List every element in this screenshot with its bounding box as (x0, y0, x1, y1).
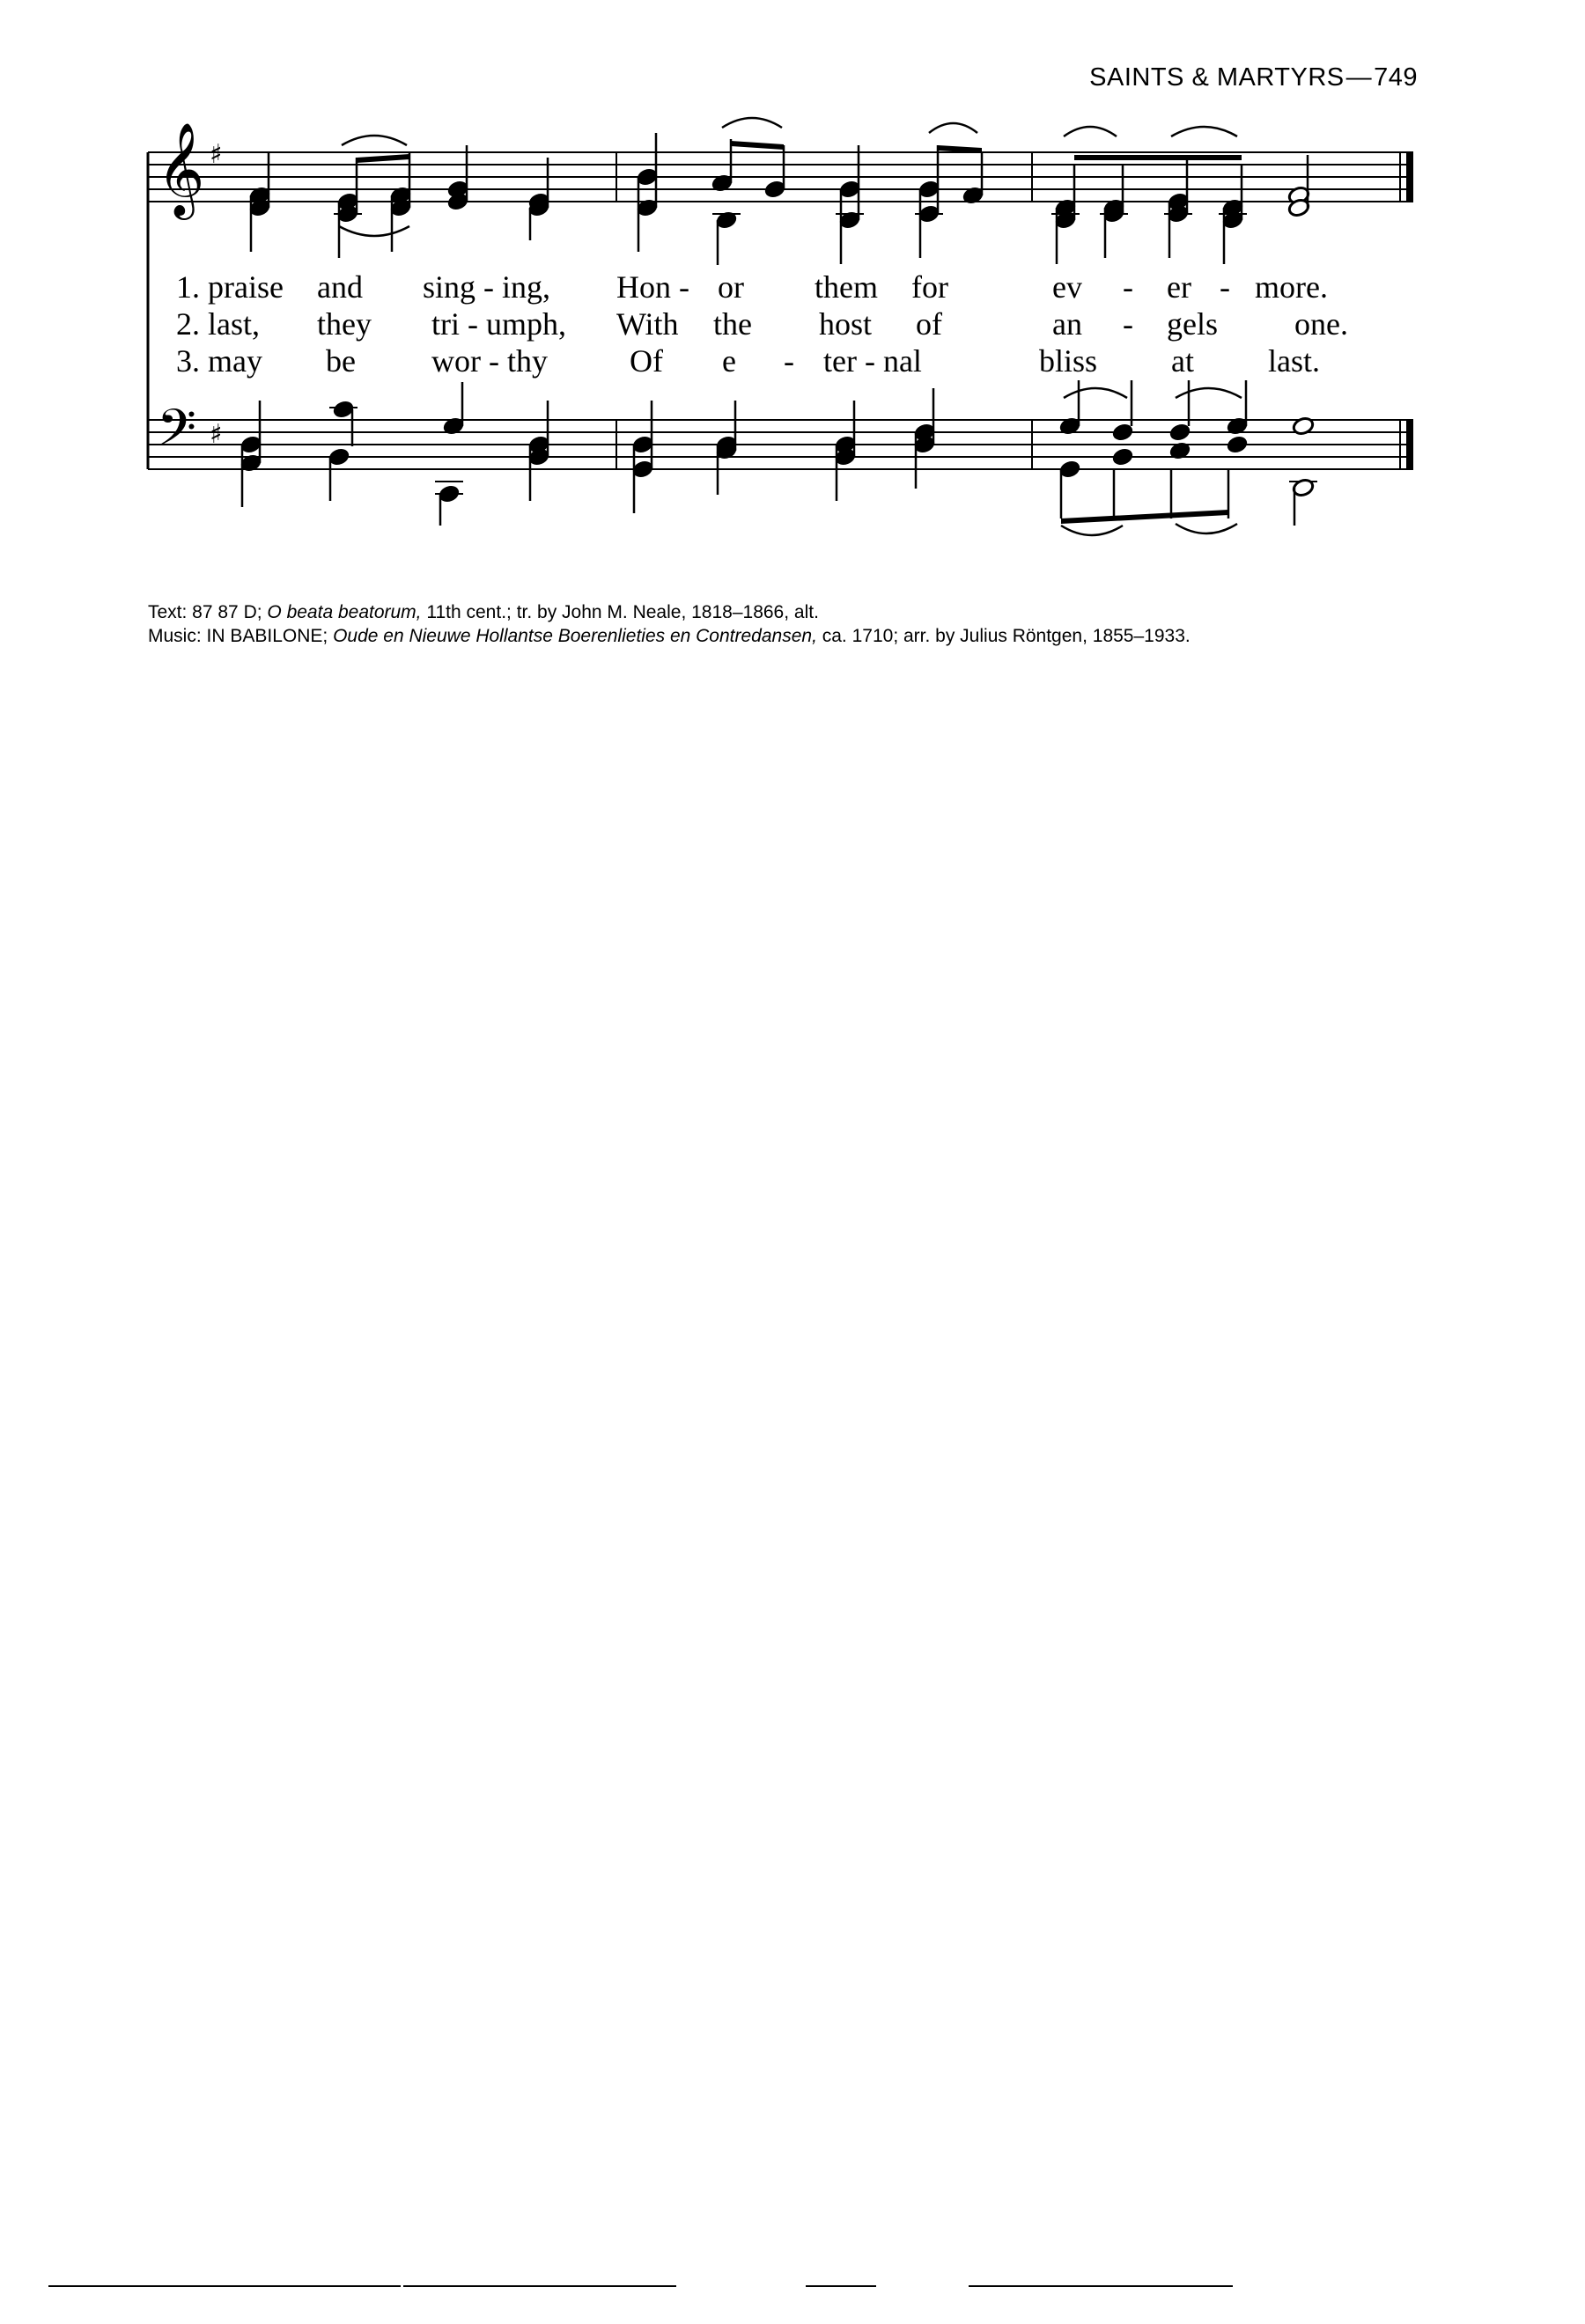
beam (1061, 510, 1228, 524)
lyric-syllable: er (1167, 269, 1191, 305)
hymn-number: 749 (1374, 63, 1418, 92)
beam (1074, 155, 1242, 160)
lyric-syllable: more. (1255, 269, 1328, 305)
lyric-syllable: 2. last, (176, 306, 260, 342)
slur (1171, 127, 1237, 136)
lyric-syllable: 1. praise (176, 269, 284, 305)
lyric-syllable: one. (1294, 306, 1348, 342)
text-credit: Text: 87 87 D; O beata beatorum, 11th cent.; tr. by John M. Neale, 1818–1866, alt. (148, 602, 819, 622)
slur (339, 226, 409, 236)
slur (1061, 526, 1123, 535)
lyric-syllable: they (317, 306, 372, 342)
lyric-syllable: tri - umph, (431, 306, 566, 342)
music-credit: Music: IN BABILONE; Oude en Nieuwe Hollantse Boerenlieties en Contredansen, ca. 1710; arr. by Julius Röntgen, 1855–1933. (148, 626, 1191, 646)
slur (342, 136, 407, 145)
bass-clef-icon: 𝄢 (157, 398, 197, 470)
lyric-syllable: With (616, 306, 679, 342)
slur (722, 118, 782, 128)
key-signature-sharp: ♯ (210, 139, 223, 170)
lyric-syllable: be (326, 343, 356, 379)
bottom-rule (806, 2285, 876, 2287)
lyric-syllable: gels (1167, 306, 1218, 342)
header-dash: — (1345, 63, 1373, 92)
lyric-syllable: of (916, 306, 942, 342)
lyric-syllable: for (911, 269, 948, 305)
lyric-syllable: the (713, 306, 752, 342)
key-signature-sharp: ♯ (210, 419, 223, 450)
lyric-syllable: - (1123, 269, 1133, 305)
credits (148, 600, 1191, 648)
slur (1064, 388, 1127, 398)
lyric-syllable: 3. may (176, 343, 262, 379)
lyric-syllable: bliss (1039, 343, 1098, 379)
lyric-syllable: last. (1268, 343, 1320, 379)
lyric-syllable: ev (1052, 269, 1082, 305)
lyric-syllable: and (317, 269, 363, 305)
bottom-rule (48, 2285, 401, 2287)
lyric-syllable: - (784, 343, 794, 379)
lyrics (176, 269, 1348, 379)
beam (357, 154, 409, 163)
notehead (1111, 446, 1134, 467)
lyric-syllable: wor - thy (431, 343, 548, 379)
bottom-rule (403, 2285, 676, 2287)
lyric-syllable: - (1123, 306, 1133, 342)
lyric-syllable: e (722, 343, 736, 379)
final-barline-thick (1406, 420, 1413, 469)
lyric-syllable: an (1052, 306, 1082, 342)
slur (1176, 524, 1237, 533)
lyric-syllable: host (819, 306, 873, 342)
slur (1176, 388, 1242, 398)
lyric-syllable: Of (630, 343, 663, 379)
lyric-syllable: them (815, 269, 878, 305)
slur (1064, 127, 1117, 136)
lyric-syllable: - (1220, 269, 1230, 305)
final-barline-thick (1406, 152, 1413, 202)
lyric-syllable: Hon - (616, 269, 689, 305)
bottom-rule (969, 2285, 1233, 2287)
beam (731, 141, 784, 150)
notehead (1226, 434, 1249, 454)
lyric-syllable: sing - ing, (423, 269, 551, 305)
notehead (1168, 440, 1191, 460)
lyric-syllable: at (1171, 343, 1194, 379)
treble-clef-icon: 𝄞 (157, 121, 205, 216)
lyric-syllable: ter - nal (823, 343, 922, 379)
slur (929, 123, 977, 133)
music-score (0, 0, 1585, 563)
lyric-syllable: or (718, 269, 744, 305)
half-notehead (1292, 416, 1315, 436)
section-title: SAINTS & MARTYRS (1089, 63, 1345, 92)
